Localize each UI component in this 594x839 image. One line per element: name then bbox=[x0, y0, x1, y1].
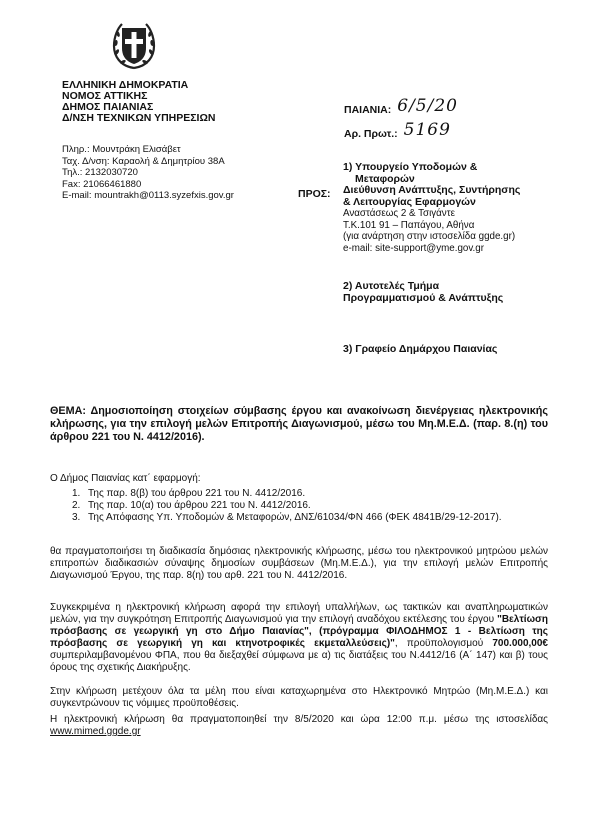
recipient-2-line: 2) Αυτοτελές Τμήμα bbox=[343, 280, 440, 292]
list-item bbox=[72, 500, 542, 512]
contact-block bbox=[62, 144, 234, 202]
recipient-1-line: e-mail: site-support@yme.gov.gr bbox=[343, 242, 484, 254]
sender-line: ΝΟΜΟΣ ΑΤΤΙΚΗΣ bbox=[62, 90, 148, 102]
sender-line: ΕΛΛΗΝΙΚΗ ΔΗΜΟΚΡΑΤΙΑ bbox=[62, 79, 189, 91]
protocol-row bbox=[344, 116, 458, 140]
subject-heading: ΘΕΜΑ: Δημοσιοποίηση στοιχείων σύμβασης έργου και ανακοίνωση διενέργειας ηλεκτρονικής κλήρωσης, για την επιλογή μελών Επιτροπής Διαγωνισμού, μέσω του Μη.Μ.Ε.Δ. (παρ. 8.(η) του άρθρου 221 του Ν. 4412/2016). bbox=[50, 405, 548, 443]
list-item-text: Της παρ. 10(α) του άρθρου 221 του Ν. 4412/2016. bbox=[88, 500, 311, 511]
date-label: ΠΑΙΑΝΙΑ: bbox=[344, 104, 392, 116]
list-item-number: 2. bbox=[72, 500, 81, 511]
recipient-1-line: Διεύθυνση Ανάπτυξης, Συντήρησης bbox=[343, 184, 521, 196]
sender-line: ΔΗΜΟΣ ΠΑΙΑΝΙΑΣ bbox=[62, 101, 154, 113]
body-paragraph-4 bbox=[50, 714, 548, 738]
recipients-label: ΠΡΟΣ: bbox=[298, 188, 331, 200]
list-item-text: Της παρ. 8(β) του άρθρου 221 του Ν. 4412/2016. bbox=[88, 488, 306, 499]
date-row bbox=[344, 92, 458, 116]
list-item-text: Της Απόφασης Υπ. Υποδομών & Μεταφορών, ΔΝΣ/61034/ΦΝ 466 (ΦΕΚ 4841Β/29-12-2017). bbox=[88, 512, 502, 523]
recipient-1-line: Τ.Κ.101 91 – Παπάγου, Αθήνα bbox=[343, 219, 475, 231]
list-item bbox=[72, 488, 542, 500]
list-item-number: 1. bbox=[72, 488, 81, 499]
recipient-2-line: Προγραμματισμού & Ανάπτυξης bbox=[343, 291, 504, 304]
body-paragraph-2 bbox=[50, 602, 548, 674]
project-title: "Βελτίωση πρόσβασης σε γεωργική γη στο Δήμο Παιανίας", (πρόγραμμα ΦΙΛΟΔΗΜΟΣ 1 - Βελτίωση της πρόσβασης σε γεωργική γη και κτηνοτροφικές εκμεταλλεύσεις)" bbox=[50, 614, 548, 649]
recipient-1-line: Αναστάσεως 2 & Τσιγάντε bbox=[343, 208, 455, 219]
contact-line: Πληρ.: Μουντράκη Ελισάβετ bbox=[62, 144, 181, 155]
protocol-label: Αρ. Πρωτ.: bbox=[344, 128, 398, 140]
body-text: συμπεριλαμβανομένου ΦΠΑ, που θα διεξαχθεί σύμφωνα με α) τις διατάξεις του Ν.4412/16 (Α΄ 147) και β) τους όρους της σχετικής Διακήρυξης. bbox=[50, 650, 548, 673]
sender-line: Δ/ΝΣΗ ΤΕΧΝΙΚΩΝ ΥΠΗΡΕΣΙΩΝ bbox=[62, 112, 216, 124]
body-text: , προϋπολογισμού bbox=[394, 638, 493, 649]
recipient-1-line: (για ανάρτηση στην ιστοσελίδα ggde.gr) bbox=[343, 231, 516, 242]
recipient-1-line: 1) Υπουργείο Υποδομών & bbox=[343, 161, 478, 173]
recipient-3 bbox=[343, 344, 497, 356]
list-item bbox=[72, 512, 542, 524]
recipient-1-line: & Λειτουργίας Εφαρμογών bbox=[343, 195, 476, 208]
contact-line: Ταχ. Δ/νση: Καραολή & Δημητρίου 38Α bbox=[62, 155, 225, 167]
date-protocol-block bbox=[344, 92, 458, 140]
body-intro: Ο Δήμος Παιανίας κατ΄ εφαρμογή: bbox=[50, 473, 201, 484]
legal-basis-list bbox=[72, 488, 542, 524]
date-value: 6/5/20 bbox=[397, 96, 458, 116]
protocol-number: 5169 bbox=[403, 120, 451, 140]
draw-announcement: Η ηλεκτρονική κλήρωση θα πραγματοποιηθεί την 8/5/2020 και ώρα 12:00 π.μ. μέσω της ιστοσελίδας bbox=[50, 714, 548, 725]
body-paragraph-1: θα πραγματοποιήσει τη διαδικασία δημόσιας ηλεκτρονικής κλήρωσης, μέσω του ηλεκτρονικού μητρώου μελών επιτροπών διαδικασιών σύναψης δημοσίων συμβάσεων (Μη.Μ.Ε.Δ.), για την επιλογή μελών Επιτροπής Διαγωνισμού Έργου, της παρ. 8(η) του αρθ. 221 του Ν. 4412/2016. bbox=[50, 546, 548, 581]
body-paragraph-3: Στην κλήρωση μετέχουν όλα τα μέλη που είναι καταχωρημένα στο Ηλεκτρονικό Μητρώο (Μη.Μ.Ε.Δ.) και συγκεντρώνουν τις νόμιμες προϋποθέσεις. bbox=[50, 686, 548, 709]
contact-line: E-mail: mountrakh@0113.syzefxis.gov.gr bbox=[62, 190, 234, 201]
sender-block bbox=[62, 80, 215, 124]
budget-amount: 700.000,00€ bbox=[492, 638, 548, 649]
mimed-link[interactable]: www.mimed.ggde.gr bbox=[50, 726, 141, 737]
contact-line: Τηλ.: 2132030720 bbox=[62, 167, 138, 178]
recipient-1-line: Μεταφορών bbox=[355, 172, 415, 185]
body-text: Συγκεκριμένα η ηλεκτρονική κλήρωση αφορά την επιλογή υπαλλήλων, ως τακτικών και αναπληρωματικών μελών, για την συγκρότηση Επιτροπής Διαγωνισμού για την επιλογή αναδόχου εκτέλεσης του έργου bbox=[50, 602, 548, 625]
recipient-2 bbox=[343, 281, 503, 304]
list-item-number: 3. bbox=[72, 512, 81, 523]
recipient-3-line: 3) Γραφείο Δημάρχου Παιανίας bbox=[343, 343, 498, 355]
greek-coat-of-arms-icon bbox=[110, 18, 158, 74]
contact-line: Fax: 21066461880 bbox=[62, 178, 142, 190]
recipient-1 bbox=[343, 162, 520, 254]
